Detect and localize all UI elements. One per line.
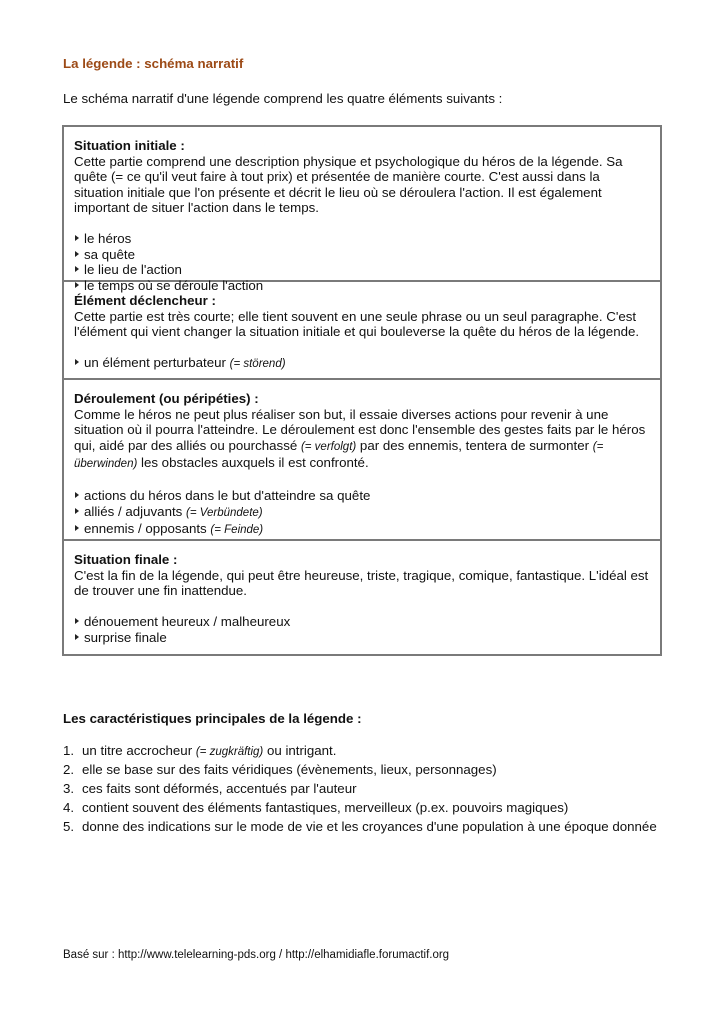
source-footer: Basé sur : http://www.telelearning-pds.org / http://elhamidiafle.forumactif.org	[63, 949, 450, 961]
characteristics-list	[63, 743, 657, 838]
bullet-item	[74, 355, 650, 373]
triangle-bullet-icon	[75, 235, 79, 241]
item-text-after: ou intrigant.	[263, 743, 337, 758]
translation-note: (= Verbündete)	[186, 506, 263, 519]
item-number: 5.	[63, 819, 75, 834]
bullet-text: dénouement heureux / malheureux	[84, 614, 291, 629]
triangle-bullet-icon	[75, 251, 79, 257]
bullet-item	[74, 278, 650, 294]
triangle-bullet-icon	[75, 508, 79, 514]
triangle-bullet-icon	[75, 634, 79, 640]
item-number: 1.	[63, 743, 75, 758]
section-title: Élément déclencheur :	[74, 293, 216, 308]
section-title: Situation finale :	[74, 552, 178, 567]
bullet-item	[74, 630, 650, 646]
text-part: Comme le héros ne peut plus réaliser son but, il essaie diverses actions pour revenir à une situation où il pourra l'atteindre. Le déroulement est donc l'ensemble des gestes faits par le héros qui, aidé par des alliés ou pourchassé	[74, 406, 646, 453]
bullet-text: sa quête	[84, 246, 136, 262]
characteristic-item	[63, 781, 657, 800]
translation-note: (= überwinden)	[74, 440, 604, 470]
section-situation-initiale	[64, 127, 660, 293]
text-part: par des ennemis, tentera de surmonter	[356, 437, 593, 453]
triangle-bullet-icon	[75, 492, 79, 498]
triangle-bullet-icon	[75, 282, 79, 288]
bullet-item	[74, 262, 650, 278]
item-text: ces faits sont déformés, accentués par l'auteur	[82, 781, 357, 796]
item-number: 2.	[63, 762, 75, 777]
item-text: donne des indications sur le mode de vie et les croyances d'une population à une époque donnée	[82, 819, 657, 834]
bullet-text: le temps où se déroule l'action	[84, 277, 264, 293]
bullet-list	[74, 231, 650, 293]
bullet-list	[74, 355, 650, 373]
bullet-item	[74, 488, 650, 504]
translation-note: (= verfolgt)	[300, 440, 357, 453]
bullet-list	[74, 488, 650, 539]
bullet-item	[74, 504, 650, 522]
narrative-schema-box	[62, 125, 662, 656]
translation-note: (= Feinde)	[210, 524, 264, 536]
bullet-item	[74, 247, 650, 263]
section-title: Déroulement (ou péripéties) :	[74, 391, 259, 406]
bullet-text: surprise finale	[84, 629, 167, 645]
section-element-declencheur	[64, 282, 660, 380]
page-title: La légende : schéma narratif	[63, 56, 244, 71]
characteristic-item	[63, 743, 657, 762]
bullet-list	[74, 614, 650, 645]
section-deroulement	[64, 380, 660, 541]
bullet-text: actions du héros dans le but d'atteindre sa quête	[84, 488, 371, 503]
text-part: les obstacles auxquels il est confronté.	[137, 455, 369, 470]
section-situation-finale	[64, 541, 660, 654]
characteristic-item	[63, 819, 657, 838]
section-text: Cette partie comprend une description physique et psychologique du héros de la légende. Sa quête (= ce qu'il veut faire à tout prix) et présentée de manière courte. C'est aussi dans la situation initiale que l'on présente et décrit le lieu où se déroulera l'action. Il est également important de situer l'action dans le temps.	[74, 153, 623, 215]
translation-note: (= zugkräftig)	[195, 746, 264, 758]
item-number: 4.	[63, 800, 75, 815]
triangle-bullet-icon	[75, 618, 79, 624]
intro-text: Le schéma narratif d'une légende comprend les quatre éléments suivants :	[63, 91, 503, 106]
item-text: un titre accrocheur	[82, 743, 196, 758]
section-text	[74, 407, 650, 473]
bullet-item	[74, 231, 650, 247]
section-title: Situation initiale :	[74, 138, 185, 153]
section-text: C'est la fin de la légende, qui peut être heureuse, triste, tragique, comique, fantastique. L'idéal est de trouver une fin inattendue.	[74, 567, 649, 598]
item-number: 3.	[63, 781, 75, 796]
triangle-bullet-icon	[75, 266, 79, 272]
characteristic-item	[63, 800, 657, 819]
bullet-item	[74, 521, 650, 539]
bullet-text: ennemis / opposants	[84, 521, 211, 536]
triangle-bullet-icon	[75, 525, 79, 531]
section-text: Cette partie est très courte; elle tient souvent en une seule phrase ou un seul paragraphe. C'est l'élément qui vient changer la situation initiale et qui bouleverse la quête du héros de la légende.	[74, 308, 640, 339]
triangle-bullet-icon	[75, 359, 79, 365]
item-text: elle se base sur des faits véridiques (évènements, lieux, personnages)	[82, 762, 497, 777]
characteristics-title: Les caractéristiques principales de la légende :	[63, 711, 362, 726]
characteristic-item	[63, 762, 657, 781]
bullet-item	[74, 614, 650, 630]
bullet-text: le lieu de l'action	[84, 262, 182, 277]
bullet-text: alliés / adjuvants	[84, 503, 186, 519]
bullet-text: le héros	[84, 231, 132, 246]
translation-note: (= störend)	[229, 358, 286, 370]
bullet-text: un élément perturbateur	[84, 355, 230, 370]
item-text: contient souvent des éléments fantastiques, merveilleux (p.ex. pouvoirs magiques)	[82, 800, 569, 815]
